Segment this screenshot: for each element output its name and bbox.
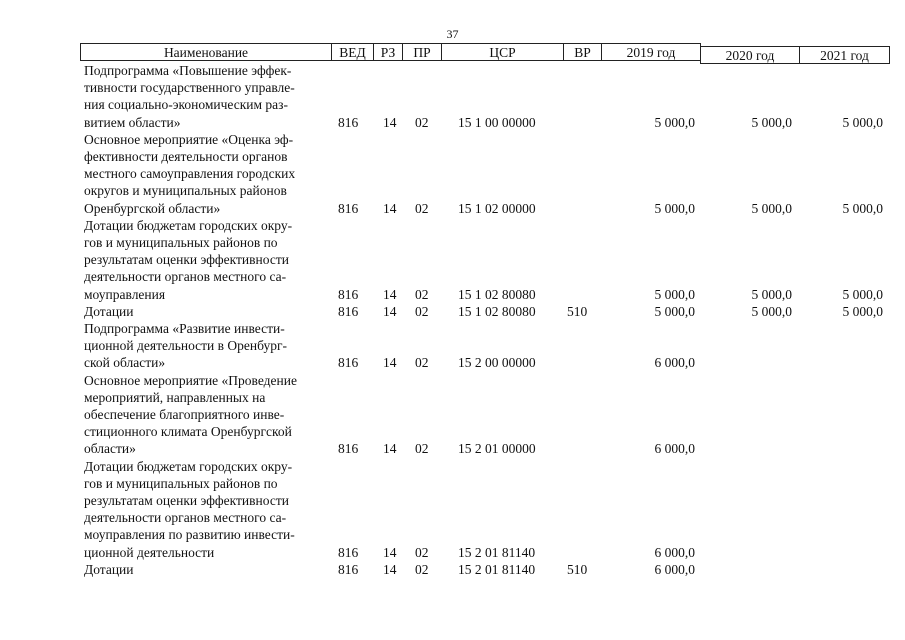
row-name-line: Основное мероприятие «Оценка эф- — [84, 131, 294, 147]
cell-pr: 02 — [415, 200, 429, 216]
header-2020: 2020 год — [700, 46, 800, 64]
cell-pr: 02 — [415, 441, 429, 457]
row-name-line: округов и муниципальных районов — [84, 183, 287, 199]
cell-y2021: 5 000,0 — [842, 200, 883, 216]
cell-csr: 15 1 02 80080 — [458, 303, 536, 319]
cell-vr: 510 — [567, 561, 588, 577]
cell-rz: 14 — [383, 114, 397, 130]
cell-y2019: 5 000,0 — [654, 303, 695, 319]
header-pr: ПР — [402, 43, 442, 61]
row-name-line: моуправления по развитию инвести- — [84, 527, 295, 543]
row-name — [84, 458, 336, 561]
cell-rz: 14 — [383, 544, 397, 560]
cell-csr: 15 2 00 00000 — [458, 355, 536, 371]
cell-y2020: 5 000,0 — [751, 286, 792, 302]
cell-pr: 02 — [415, 286, 429, 302]
row-name-line: результатам оценки эффективности — [84, 493, 289, 508]
row-name-line: ционной деятельности — [84, 544, 215, 560]
row-name-line: результатам оценки эффективности — [84, 252, 289, 268]
cell-csr: 15 1 00 00000 — [458, 114, 536, 130]
cell-pr: 02 — [415, 355, 429, 371]
table-header — [80, 43, 890, 63]
row-name-line: Подпрограмма «Развитие инвести- — [84, 321, 285, 336]
row-name-line: тивности государственного управле- — [84, 80, 295, 96]
cell-csr: 15 2 01 81140 — [458, 561, 536, 577]
row-name-line: гов и муниципальных районов по — [84, 475, 278, 491]
row-name-line: деятельности органов местного са- — [84, 510, 287, 526]
row-name-line: Дотации бюджетам городских окру- — [84, 217, 293, 233]
page-number: 37 — [446, 27, 459, 41]
row-name-line: фективности деятельности органов — [84, 149, 288, 164]
row-name-line: мероприятий, направленных на — [84, 389, 266, 405]
row-name — [84, 561, 336, 578]
cell-pr: 02 — [415, 303, 429, 319]
cell-y2021: 5 000,0 — [842, 303, 883, 319]
header-ved: ВЕД — [331, 43, 374, 61]
row-name-line: области» — [84, 441, 136, 457]
header-2019: 2019 год — [601, 43, 701, 61]
cell-y2019: 6 000,0 — [654, 544, 695, 560]
row-name-line: Дотации бюджетам городских окру- — [84, 458, 293, 474]
row-name-line: ния социально-экономическим раз- — [84, 97, 288, 113]
cell-ved: 816 — [338, 200, 359, 216]
cell-y2020: 5 000,0 — [751, 303, 792, 319]
cell-ved: 816 — [338, 355, 359, 371]
row-name-line: стиционного климата Оренбургской — [84, 424, 292, 440]
cell-ved: 816 — [338, 441, 359, 457]
row-name — [84, 320, 336, 372]
cell-csr: 15 2 01 81140 — [458, 544, 536, 560]
cell-ved: 816 — [338, 286, 359, 302]
cell-y2019: 6 000,0 — [654, 561, 695, 577]
row-name-line: ционной деятельности в Оренбург- — [84, 338, 288, 354]
row-name-line: местного самоуправления городских — [84, 166, 296, 182]
cell-ved: 816 — [338, 114, 359, 130]
row-name — [84, 62, 336, 131]
header-csr: ЦСР — [441, 43, 564, 61]
cell-rz: 14 — [383, 441, 397, 457]
cell-rz: 14 — [383, 286, 397, 302]
cell-y2019: 5 000,0 — [654, 114, 695, 130]
cell-rz: 14 — [383, 303, 397, 319]
cell-rz: 14 — [383, 355, 397, 371]
cell-ved: 816 — [338, 303, 359, 319]
row-name-line: ской области» — [84, 355, 166, 371]
row-name — [84, 217, 336, 303]
row-name-line: витием области» — [84, 114, 181, 130]
row-name — [84, 372, 336, 458]
cell-y2019: 5 000,0 — [654, 286, 695, 302]
cell-y2021: 5 000,0 — [842, 286, 883, 302]
row-name-line: деятельности органов местного са- — [84, 269, 287, 285]
cell-pr: 02 — [415, 544, 429, 560]
cell-rz: 14 — [383, 200, 397, 216]
row-name-line: Подпрограмма «Повышение эффек- — [84, 63, 292, 78]
cell-y2019: 6 000,0 — [654, 355, 695, 371]
row-name-line: Дотации — [84, 561, 134, 577]
cell-csr: 15 1 02 00000 — [458, 200, 536, 216]
row-name-line: Оренбургской области» — [84, 200, 221, 216]
row-name-line: моуправления — [84, 286, 166, 302]
cell-csr: 15 2 01 00000 — [458, 441, 536, 457]
cell-y2020: 5 000,0 — [751, 200, 792, 216]
header-2021: 2021 год — [799, 46, 890, 64]
cell-pr: 02 — [415, 114, 429, 130]
cell-ved: 816 — [338, 544, 359, 560]
row-name-line: гов и муниципальных районов по — [84, 235, 278, 250]
cell-csr: 15 1 02 80080 — [458, 286, 536, 302]
cell-vr: 510 — [567, 303, 588, 319]
header-rz: РЗ — [373, 43, 403, 61]
row-name-line: обеспечение благоприятного инве- — [84, 407, 285, 422]
header-vr: ВР — [563, 43, 602, 61]
cell-y2019: 6 000,0 — [654, 441, 695, 457]
row-name — [84, 303, 336, 320]
cell-y2019: 5 000,0 — [654, 200, 695, 216]
cell-y2021: 5 000,0 — [842, 114, 883, 130]
cell-pr: 02 — [415, 561, 429, 577]
cell-ved: 816 — [338, 561, 359, 577]
cell-rz: 14 — [383, 561, 397, 577]
row-name-line: Основное мероприятие «Проведение — [84, 372, 297, 388]
row-name-line: Дотации — [84, 303, 134, 319]
row-name — [84, 131, 336, 217]
cell-y2020: 5 000,0 — [751, 114, 792, 130]
header-name: Наименование — [80, 43, 332, 61]
